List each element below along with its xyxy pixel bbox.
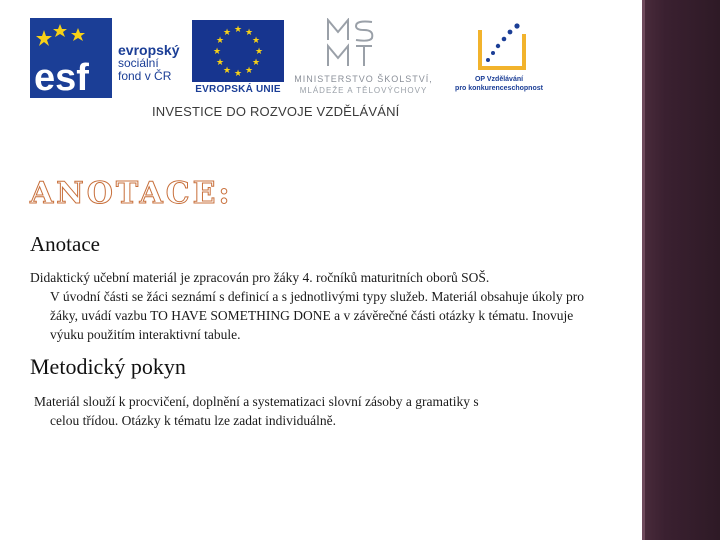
opvk-logo	[444, 20, 554, 108]
svg-text:★: ★	[244, 66, 254, 76]
svg-text:★: ★	[222, 66, 232, 76]
svg-text:★: ★	[215, 36, 225, 46]
svg-text:★: ★	[251, 58, 261, 68]
esf-mark-icon	[30, 18, 112, 98]
svg-text:★: ★	[212, 47, 222, 57]
svg-text:★: ★	[233, 69, 243, 79]
opvk-line2: pro konkurenceschopnost	[455, 85, 543, 92]
slide-title: ANOTACE:	[30, 176, 233, 211]
anotace-text-rest: V úvodní části se žáci seznámí s definicí a s jednotlivými typy služeb. Materiál obsahuje úkoly pro žáky, uvádí vazbu TO HAVE SOMETHING DONE a v závěrečné části otázky k tématu. Inovuje výuku použitím interaktivní tabule.	[50, 289, 585, 342]
eu-label: EVROPSKÁ UNIE	[195, 84, 281, 95]
svg-text:★: ★	[254, 47, 264, 57]
anotace-heading: Anotace	[30, 232, 100, 256]
metodicky-pokyn-paragraph	[34, 392, 594, 430]
esf-line2: sociální	[118, 56, 159, 70]
esf-text	[118, 44, 179, 83]
msmt-mark-icon	[322, 18, 402, 70]
msmt-line1: MINISTERSTVO ŠKOLSTVÍ,	[294, 74, 433, 84]
svg-text:esf: esf	[34, 57, 89, 98]
anotace-paragraph	[30, 268, 610, 344]
eu-flag-icon	[192, 20, 284, 82]
decorative-sidebar	[642, 0, 720, 540]
metodicky-text-first: Materiál slouží k procvičení, doplnění a systematizaci slovní zásoby a gramatiky s	[34, 394, 479, 409]
svg-text:★: ★	[251, 36, 261, 46]
esf-logo	[30, 18, 190, 98]
opvk-mark-icon	[470, 20, 534, 74]
svg-text:★: ★	[233, 25, 243, 35]
metodicky-pokyn-heading: Metodický pokyn	[30, 354, 186, 379]
esf-line1: evropský	[118, 42, 180, 58]
metodicky-text-rest: celou třídou. Otázky k tématu lze zadat individuálně.	[50, 413, 337, 428]
svg-text:★: ★	[222, 28, 232, 38]
anotace-text-first: Didaktický učební materiál je zpracován pro žáky 4. ročníků maturitních oborů SOŠ.	[30, 270, 490, 285]
opvk-line1: OP Vzdělávání	[474, 76, 524, 83]
investice-tagline: INVESTICE DO ROZVOJE VZDĚLÁVÁNÍ	[152, 104, 400, 119]
sidebar-edge	[642, 0, 645, 540]
msmt-line2: MLÁDEŽE A TĚLOVÝCHOVY	[299, 86, 428, 95]
svg-text:★: ★	[215, 58, 225, 68]
msmt-logo	[286, 14, 441, 106]
eu-logo	[192, 20, 284, 100]
svg-text:★: ★	[244, 28, 254, 38]
esf-line3: fond v ČR	[118, 69, 172, 83]
